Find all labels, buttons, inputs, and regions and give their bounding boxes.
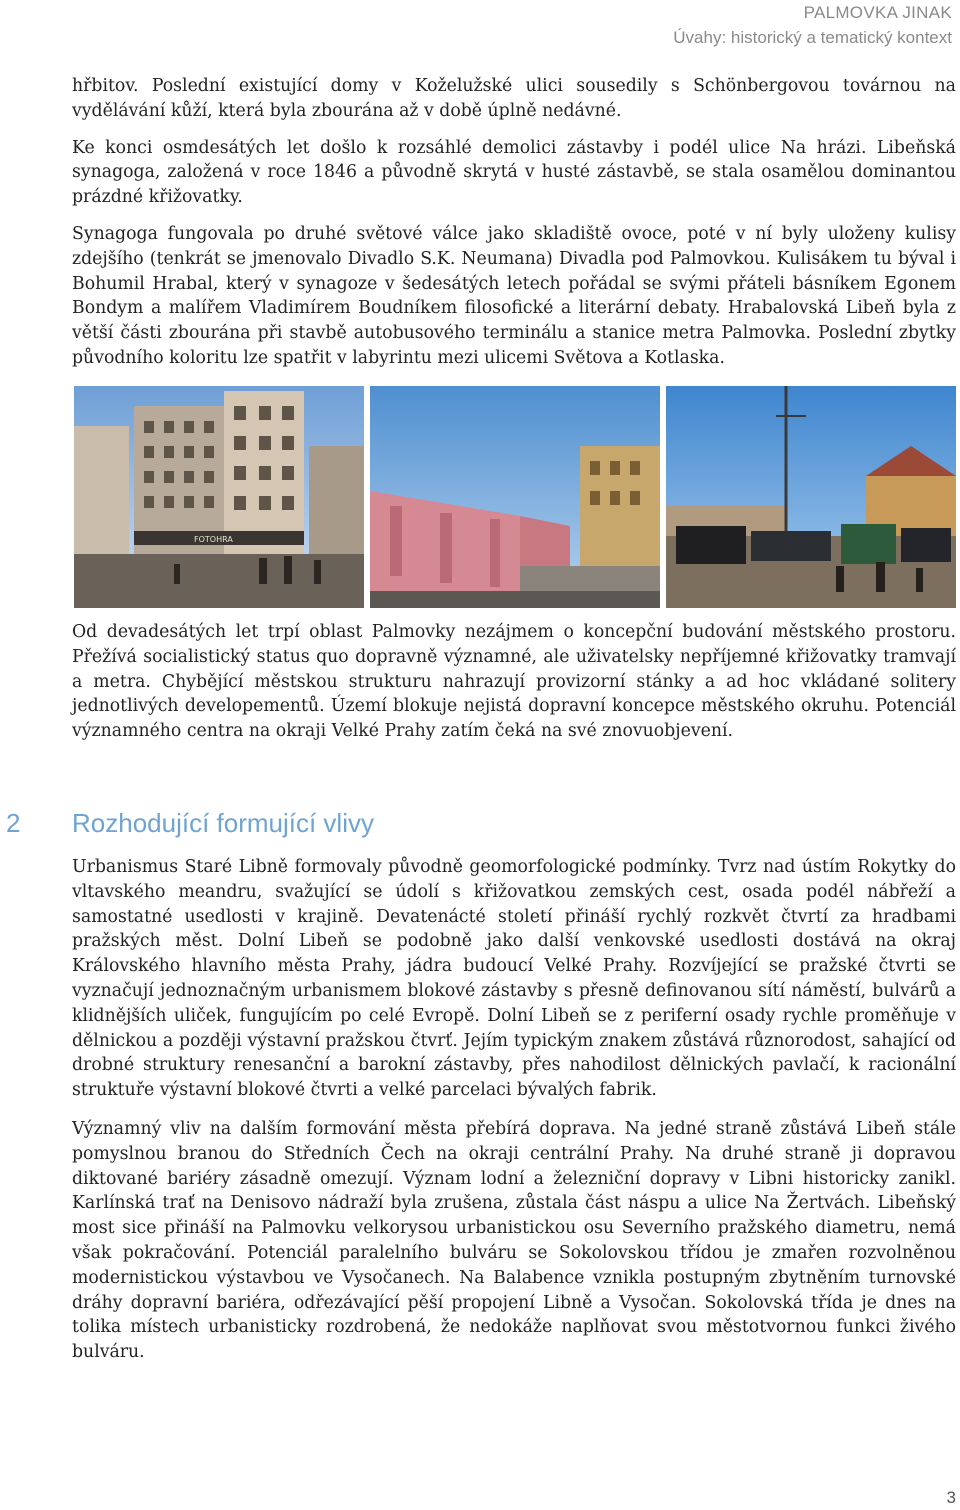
page-number: 3 <box>946 1488 956 1507</box>
bottom-text-block <box>72 855 956 1365</box>
document-subtitle: Úvahy: historický a tematický kontext <box>673 28 952 47</box>
section-heading <box>0 808 960 842</box>
paragraph: Urbanismus Staré Libně formovaly původně geomorfologické podmínky. Tvrz nad ústím Rokytky do vltavského meandru, svažující se údolí s křižovatkou zemských cest, osada podél nábřeží a samostatné usedlosti v krajině. Devatenácté století přináší rychlý rozkvět čtvrtí za hradbami pražských měst. Dolní Libeň se podobně jako další venkovské usedlosti dostává na okraj Královského hlavního města Prahy, jádra budoucí Velké Prahy. Rozvíjející se pražské čtvrti se vyznačují jednoznačným urbanismem blokové zástavby s přesně definovanou sítí náměstí, bulvárů a klidnějších uliček, fungujícím po celé Evropě. Dolní Libeň se z periferní osady rychle proměňuje v dělnickou a později výstavní pražskou čtvrť. Jejím typickým znakem zůstává různorodost, sahající od drobné struktury renesanční a barokní zástavby, přes nahodilost dělnických pavlačí, k racionální struktuře výstavní blokové čtvrti a velké parcelaci bývalých fabrik. <box>72 857 956 1101</box>
photo-street-corner-building <box>74 386 364 608</box>
page-header <box>673 0 952 50</box>
photo-strip <box>74 386 956 608</box>
photo-market-square <box>666 386 956 608</box>
paragraph: Ke konci osmdesátých let došlo k rozsáhlé demolici zástavby i podél ulice Na hrázi. Libeňská synagoga, založená v roce 1846 a původně skrytá v husté zástavbě, se stala osamělou dominantou prázdné křižovatky. <box>72 137 956 208</box>
section-number: 2 <box>6 808 21 838</box>
top-text-block <box>72 74 956 371</box>
photo-pink-wall-street <box>370 386 660 608</box>
section-title: Rozhodující formující vlivy <box>72 808 374 838</box>
paragraph: Významný vliv na dalším formování města přebírá doprava. Na jedné straně zůstává Libeň stále pomyslnou branou do Středních Čech na okraji centrální Prahy. Na druhé straně ji dopravou diktované bariéry zásadně omezují. Význam lodní a železniční dopravy v Libni historicky zanikl. Karlínská trať na Denisovo nádraží byla zrušena, zůstala část náspu a ulice Na Žertvách. Libeňský most sice přináší na Palmovku velkorysou urbanistickou osu Severního pražského diametru, nemá však pokračování. Potenciál paralelního bulváru se Sokolovskou třídou je zmařen rozvolněnou modernistickou výstavbou ve Vysočanech. Na Balabence vznikla postupným zbytněním turnovské dráhy dopravní bariéra, odřezávající pěší propojení Libně a Vysočan. Sokolovská třída je dnes na tolika místech urbanisticky rozdrobená, že nedokáže naplňovat svou městotvornou funkci živého bulváru. <box>72 1118 956 1363</box>
paragraph: Synagoga fungovala po druhé světové válce jako skladiště ovoce, poté v ní byly uloženy kulisy zdejšího (tenkrát se jmenovalo Divadlo S.K. Neumana) Divadla pod Palmovkou. Kulisákem tu býval i Bohumil Hrabal, který v synagoze v šedesátých letech pořádal se svými přáteli básníkem Egonem Bondym a malířem Vladimírem Boudníkem filosofické a literární debaty. Hrabalovská Libeň byla z větší části zbourána při stavbě autobusového terminálu a stanice metra Palmovka. Poslední zbytky původního koloritu lze spatřit v labyrintu mezi ulicemi Světova a Kotlaska. <box>72 223 956 368</box>
paragraph: Od devadesátých let trpí oblast Palmovky nezájmem o koncepční budování městského prostoru. Přežívá socialistický status quo dopravně významné, ale uživatelsky nepříjemné křižovatky tramvají a metra. Chybějící městskou strukturu nahrazují provizorní stánky a ad hoc vkládané solitery jednotlivých developementů. Území blokuje nejistá dopravní koncepce městského okruhu. Potenciál významného centra na okraji Velké Prahy zatím čeká na své znovuobjevení. <box>72 622 956 742</box>
shop-sign-text: FOTOHRA <box>194 535 233 544</box>
paragraph: hřbitov. Poslední existující domy v Koželužské ulici sousedily s Schönbergovou továrnou na vydělávání kůží, která byla zbourána až v době úplně nedávné. <box>72 76 956 121</box>
middle-text-block <box>72 620 956 744</box>
document-title: PALMOVKA JINAK <box>803 3 952 22</box>
